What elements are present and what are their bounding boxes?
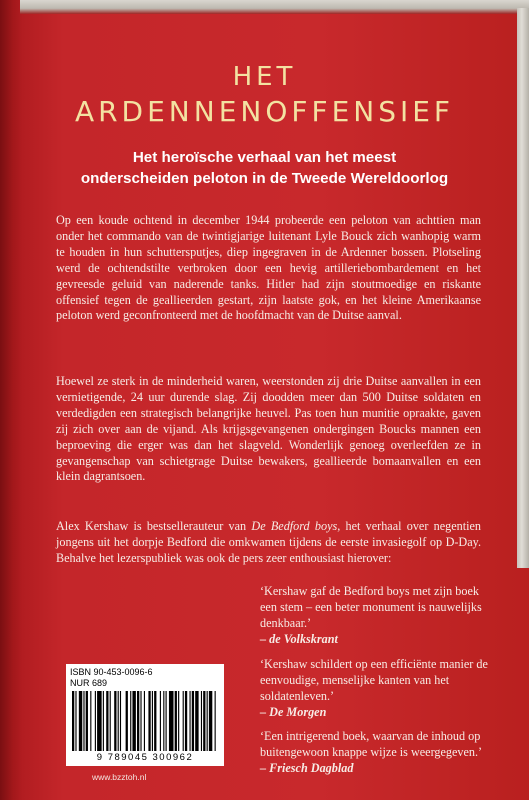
page-edges-top [20,0,529,14]
barcode-bar [120,691,121,751]
barcode-bar [83,691,84,751]
blurb-paragraph-2: Hoewel ze sterk in de minderheid waren, weerstonden zij drie Duitse aanvallen in een vernietigende, 24 uur durende slag. Zij doodden meer dan 500 Duitse soldaten en verdedigden een strategisch belangrijke heuvel. Pas toen hun munitie opraakte, gaven zij zich over aan de vijand. Als krijgsgevangenen ondergingen Boucks mannen een beproeving die erger was dan het slagveld. Wonderlijk genoeg overleefden ze in gevangenschap van schietgrage Duitse bewakers, geallieerde bomaanvallen en een klein dagrantsoen. [56,374,481,484]
quote-text: ‘Kershaw gaf de Bedford boys met zijn boek een stem – een beter monument is nauwelijks denkbaar.’ [260,584,482,630]
barcode-bar [160,691,161,751]
barcode-bar [79,691,82,751]
barcode-bar [209,691,212,751]
subtitle-line-2: onderscheiden peloton in de Tweede Wereldoorlog [80,170,449,187]
barcode-bar [75,691,76,751]
author-intro: Alex Kershaw is bestsellerauteur van [56,519,252,533]
subtitle [0,147,529,189]
author-outro: , het verhaal over negentien jongens uit het dorpje Bedford die omkwamen tijdens de eerste invasiegolf op D-Day. Behalve het lezerspubliek was ook de pers zeer enthousiast hierover: [56,519,481,565]
barcode-bar [72,691,74,751]
title-line-1: HET [232,62,297,92]
barcode-bar [178,691,179,751]
isbn-label: ISBN 90-453-0096-6 [70,667,153,677]
barcode-bar [110,691,111,751]
barcode-bar [126,691,128,751]
barcode-bar [175,691,177,751]
barcode-bar [166,691,167,751]
blurb-paragraph-3 [56,519,481,567]
review-quote [260,584,488,648]
page-edges-right [517,8,529,568]
barcode-bar [106,691,108,751]
barcode-icon [72,691,218,751]
barcode-bar [192,691,194,751]
barcode-bar [154,691,156,751]
barcode-bar [189,691,190,751]
barcode-bar [185,691,187,751]
barcode-digits: 9 789045 300962 [96,752,194,763]
barcode-bar [90,691,91,751]
barcode-bar [203,691,205,751]
review-quote [260,657,488,721]
publisher-url: www.bzztoh.nl [92,772,147,782]
barcode-bar [195,691,198,751]
barcode-bar [152,691,153,751]
title-line-2: ARDENNENOFFENSIEF [74,95,455,128]
barcode-bar [103,691,104,751]
barcode-bar [207,691,208,751]
barcode-bar [201,691,202,751]
barcode-bar [130,691,131,751]
blurb-paragraph-1: Op een koude ochtend in december 1944 probeerde een peloton van achttien man onder het commando van de twintigjarige luitenant Lyle Bouck zich wanhopig warm te houden in hun schuttersputjes, diep ingegraven in de Ardenner bossen. Plotseling werd de ochtendstilte verbroken door een hevig artilleriebombardement en het gevreesde geluid van naderende tanks. Hitler had zijn stoutmoedige en riskante offensief tegen de geallieerden gestart, zijn laatste gok, en het kleine Amerikaanse peloton werd geconfronteerd met de hoofdmacht van de Duitse aanval. [56,213,481,323]
barcode-bar [114,691,116,751]
barcode-bar [163,691,164,751]
quote-text: ‘Een intrigerend boek, waarvan de inhoud op buitengewoon knappe wijze is weergegeven.’ [260,729,483,759]
barcode-bar [97,691,102,751]
barcode-bar [95,691,96,751]
subtitle-line-1: Het heroïsche verhaal van het meest [132,149,397,166]
quote-source: – De Morgen [260,704,327,719]
barcode-bar [137,691,139,751]
nur-label: NUR 689 [70,678,108,688]
barcode-bar [148,691,150,751]
barcode-bar [183,691,184,751]
barcode-bar [140,691,141,751]
isbn-barcode-box [66,664,224,766]
barcode-bar [118,691,119,751]
barcode-bar [215,691,216,751]
quote-source: – Friesch Dagblad [260,760,354,775]
book-title: De Bedford boys [251,519,338,533]
quote-text: ‘Kershaw schildert op een efficiënte manier de eenvoudige, menselijke kanten van het soldatenleven.’ [260,657,488,703]
review-quote [260,729,488,777]
barcode-bar [86,691,88,751]
quote-source: – de Volkskrant [260,631,338,646]
barcode-bar [144,691,145,751]
barcode-bar [132,691,135,751]
barcode-bar [169,691,174,751]
